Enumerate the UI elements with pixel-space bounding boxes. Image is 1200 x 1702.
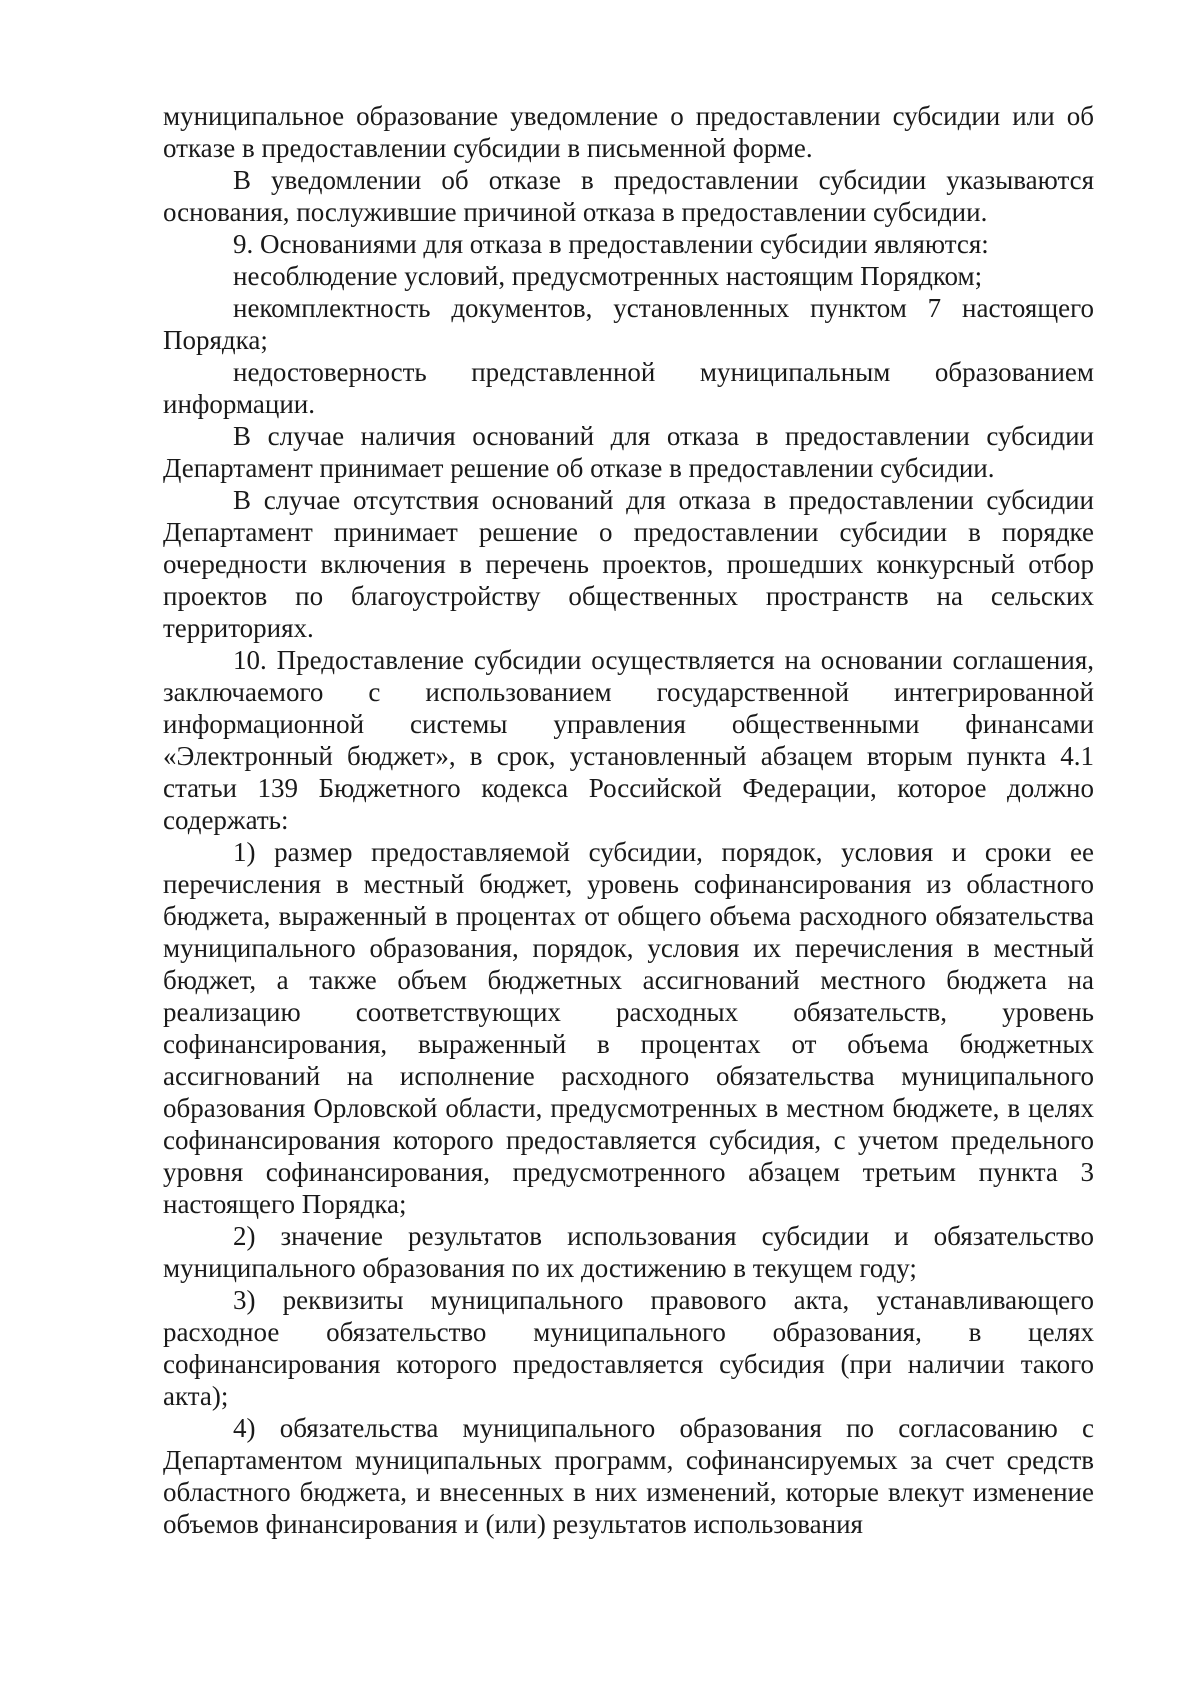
paragraph-item-10: 10. Предоставление субсидии осуществляется на основании соглашения, заключаемого с использованием государственной интегрированной информационной системы управления общественными финансами «Электронный бюджет», в срок, установленный абзацем вторым пункта 4.1 статьи 139 Бюджетного кодекса Российской Федерации, которое должно содержать:	[163, 645, 1094, 835]
paragraph-item-9: 9. Основаниями для отказа в предоставлении субсидии являются:	[233, 229, 989, 259]
paragraph-subitem-1: 1) размер предоставляемой субсидии, порядок, условия и сроки ее перечисления в местный бюджет, уровень софинансирования из областного бюджета, выраженный в процентах от общего объема расходного обязательства муниципального образования, порядок, условия их перечисления в местный бюджет, а также объем бюджетных ассигнований местного бюджета на реализацию соответствующих расходных обязательств, уровень софинансирования, выраженный в процентах от объема бюджетных ассигнований на исполнение расходного обязательства муниципального образования Орловской области, предусмотренных в местном бюджете, в целях софинансирования которого предоставляется субсидия, с учетом предельного уровня софинансирования, предусмотренного абзацем третьим пункта 3 настоящего Порядка;	[163, 837, 1094, 1219]
paragraph-ground-3: недостоверность представленной муниципальным образованием информации.	[163, 357, 1094, 419]
paragraph-ground-2: некомплектность документов, установленных пунктом 7 настоящего Порядка;	[163, 293, 1094, 355]
paragraph-ground-1: несоблюдение условий, предусмотренных настоящим Порядком;	[233, 261, 983, 291]
paragraph-refusal-decision: В случае наличия оснований для отказа в предоставлении субсидии Департамент принимает решение об отказе в предоставлении субсидии.	[163, 421, 1094, 483]
paragraph-subitem-4: 4) обязательства муниципального образования по согласованию с Департаментом муниципальных программ, софинансируемых за счет средств областного бюджета, и внесенных в них изменений, которые влекут изменение объемов финансирования и (или) результатов использования	[163, 1413, 1094, 1539]
paragraph-subitem-2: 2) значение результатов использования субсидии и обязательство муниципального образования по их достижению в текущем году;	[163, 1221, 1094, 1283]
paragraph-grant-decision: В случае отсутствия оснований для отказа в предоставлении субсидии Департамент принимает решение о предоставлении субсидии в порядке очередности включения в перечень проектов, прошедших конкурсный отбор проектов по благоустройству общественных пространств на сельских территориях.	[163, 485, 1094, 643]
paragraph-continuation: муниципальное образование уведомление о предоставлении субсидии или об отказе в предоставлении субсидии в письменной форме.	[163, 101, 1094, 163]
paragraph-refusal-notice: В уведомлении об отказе в предоставлении субсидии указываются основания, послужившие причиной отказа в предоставлении субсидии.	[163, 165, 1094, 227]
document-body	[163, 100, 1094, 1540]
paragraph-subitem-3: 3) реквизиты муниципального правового акта, устанавливающего расходное обязательство муниципального образования, в целях софинансирования которого предоставляется субсидия (при наличии такого акта);	[163, 1285, 1094, 1411]
